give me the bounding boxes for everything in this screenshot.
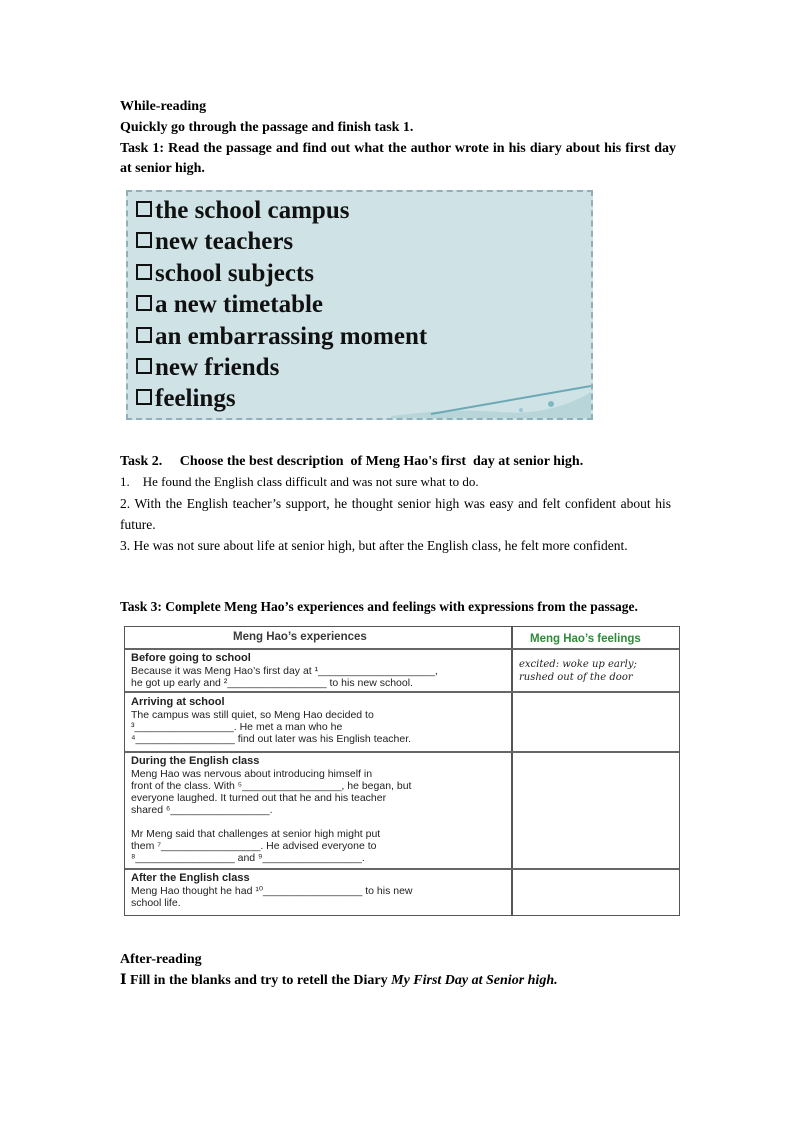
checklist-item-label: new teachers: [155, 228, 294, 256]
task2-option-1: 1. He found the English class difficult and was not sure what to do.: [120, 474, 479, 489]
row-divider: [125, 751, 679, 753]
task1-instruction: Task 1: Read the passage and find out what the author wrote in his diary about his first day at senior high.: [120, 141, 676, 176]
experiences-table: [124, 626, 680, 916]
wave-decoration-icon: [391, 378, 591, 418]
feeling-before-school: excited: woke up early; rushed out of the door: [519, 659, 637, 683]
checklist-item[interactable]: [136, 384, 236, 414]
checklist-panel: [126, 190, 593, 420]
task2-heading: Task 2. Choose the best description of Meng Hao's first day at senior high.: [120, 454, 584, 469]
while-reading-heading: While-reading: [120, 99, 207, 114]
row-text-arriving: The campus was still quiet, so Meng Hao decided to ³_________________. He met a man who he ⁴_________________ find out later was his English teacher.: [131, 709, 412, 745]
table-column-divider: [511, 627, 513, 915]
section-title-before-school: Before going to school: [131, 652, 251, 664]
while-reading-intro: Quickly go through the passage and finish task 1.: [120, 120, 414, 135]
row-text-after-class: Meng Hao thought he had ¹⁰_________________ to his new school life.: [131, 885, 413, 909]
checklist-item-label: school subjects: [155, 259, 315, 287]
row-divider: [125, 868, 679, 870]
checkbox-icon[interactable]: [136, 295, 152, 311]
checklist-item[interactable]: [136, 196, 349, 226]
after-reading-heading: After-reading: [120, 952, 202, 967]
table-header-feelings: [530, 633, 641, 645]
after-reading-instruction-text: Ⅰ Fill in the blanks and try to retell the Diary: [120, 973, 392, 988]
task2-option-3: 3. He was not sure about life at senior high, but after the English class, he felt more confident.: [120, 538, 628, 553]
checklist-item[interactable]: [136, 353, 279, 383]
checklist-item[interactable]: [136, 322, 427, 352]
row-divider: [125, 691, 679, 693]
table-header-experiences: Meng Hao’s experiences: [233, 631, 367, 643]
checklist-item-label: feelings: [155, 385, 236, 413]
table-header-feelings-text: Meng Hao’s feelings: [530, 633, 641, 645]
checkbox-icon[interactable]: [136, 327, 152, 343]
checkbox-icon[interactable]: [136, 232, 152, 248]
section-title-after-class: After the English class: [131, 872, 250, 884]
checkbox-icon[interactable]: [136, 358, 152, 374]
after-reading-instruction: [120, 971, 558, 991]
row-text-during-class: Meng Hao was nervous about introducing himself in front of the class. With ⁵_________________, he began, but everyone laughed. It turned out that he and his teacher shared ⁶_________________. Mr Meng said that challenges at senior high might put them ⁷_________________. He advised everyone to ⁸_________________ and ⁹_________________.: [131, 768, 412, 864]
task2-option-2: 2. With the English teacher’s support, he thought senior high was easy and felt confident about his future.: [120, 496, 671, 532]
checklist-item-label: new friends: [155, 354, 280, 381]
checkbox-icon[interactable]: [136, 201, 152, 217]
task3-heading: Task 3: Complete Meng Hao’s experiences and feelings with expressions from the passage.: [120, 599, 638, 614]
checklist-item[interactable]: [136, 259, 314, 289]
checkbox-icon[interactable]: [136, 264, 152, 280]
section-title-during-class: During the English class: [131, 755, 260, 767]
row-text-before-school: Because it was Meng Hao’s first day at ¹____________________, he got up early and ²_________________ to his new school.: [131, 665, 438, 689]
table-header-divider: [125, 648, 679, 650]
diary-title: My First Day at Senior high.: [391, 973, 558, 988]
checkbox-icon[interactable]: [136, 389, 152, 405]
checklist-item-label: a new timetable: [155, 291, 324, 319]
checklist-item-label: the school campus: [155, 197, 350, 224]
checklist-item-label: an embarrassing moment: [155, 322, 428, 350]
section-title-arriving: Arriving at school: [131, 696, 225, 708]
checklist-item[interactable]: [136, 290, 323, 320]
checklist-item[interactable]: [136, 227, 293, 257]
